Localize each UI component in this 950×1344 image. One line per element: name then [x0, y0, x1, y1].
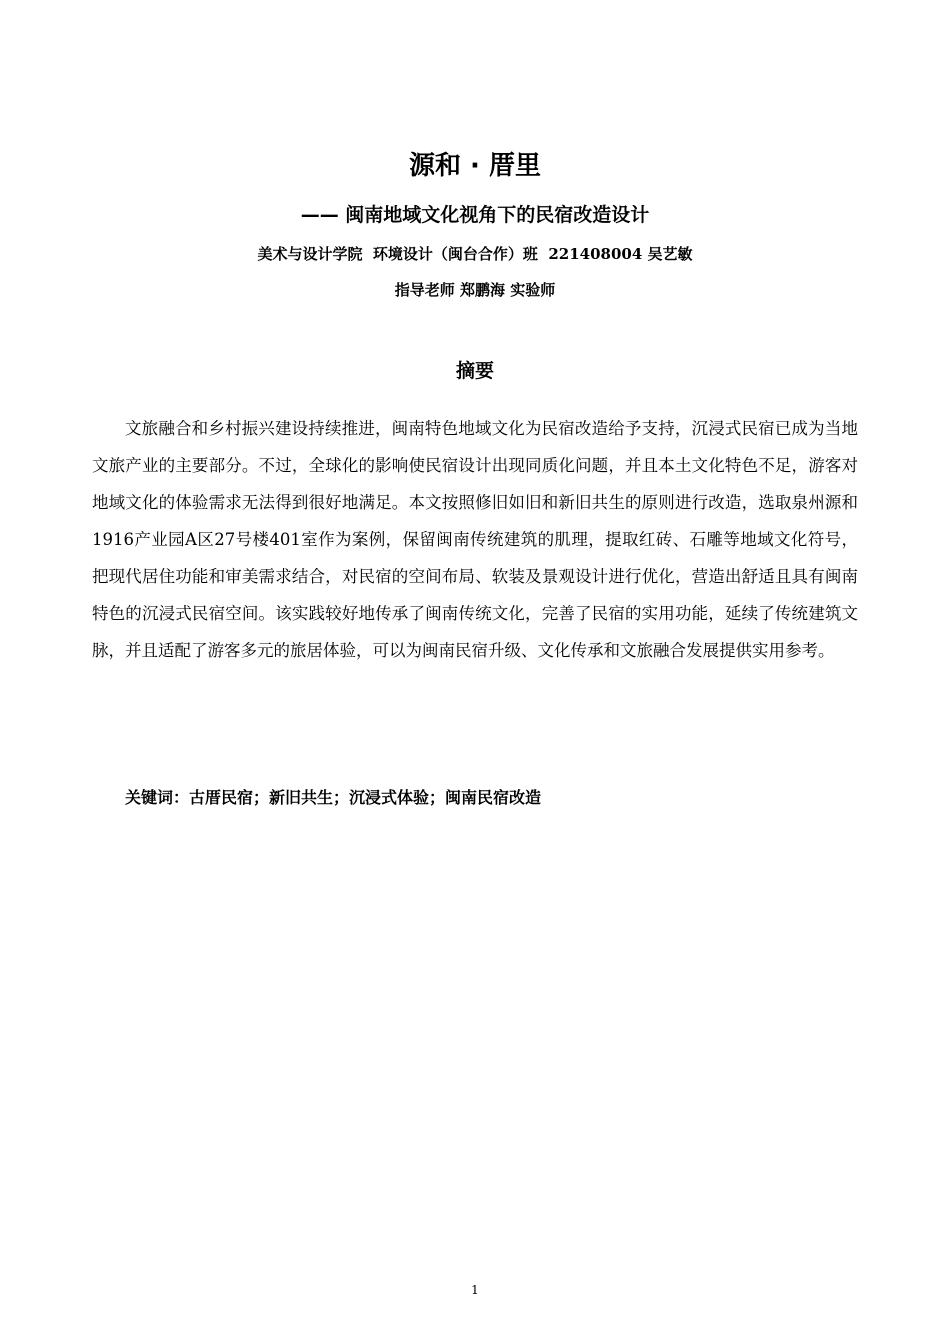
author-info: 美术与设计学院 环境设计（闽台合作）班 221408004 吴艺敏 — [257, 245, 693, 263]
advisor-info: 指导老师 郑鹏海 实验师 — [394, 281, 556, 299]
page-number: 1 — [471, 1283, 479, 1297]
abstract-heading: 摘要 — [455, 360, 494, 382]
page-title: 源和 · 厝里 — [409, 151, 541, 181]
keywords: 关键词：古厝民宿；新旧共生；沉浸式体验；闽南民宿改造 — [125, 788, 542, 807]
page-subtitle: —— 闽南地域文化视角下的民宿改造设计 — [300, 204, 650, 226]
abstract-body: 文旅融合和乡村振兴建设持续推进，闽南特色地域文化为民宿改造给予支持，沉浸式民宿已成为当地文旅产业的主要部分。不过，全球化的影响使民宿设计出现同质化问题，并且本土文化特色不足，游客对地域文化的体验需求无法得到很好地满足。本文按照修旧如旧和新旧共生的原则进行改造，选取泉州源和1916产业园A区27号楼401室作为案例，保留闽南传统建筑的肌理，提取红砖、石雕等地域文化符号，把现代居住功能和审美需求结合，对民宿的空间布局、软装及景观设计进行优化，营造出舒适且具有闽南特色的沉浸式民宿空间。该实践较好地传承了闽南传统文化，完善了民宿的实用功能，延续了传统建筑文脉，并且适配了游客多元的旅居体验，可以为闽南民宿升级、文化传承和文旅融合发展提供实用参考。 — [92, 419, 858, 660]
